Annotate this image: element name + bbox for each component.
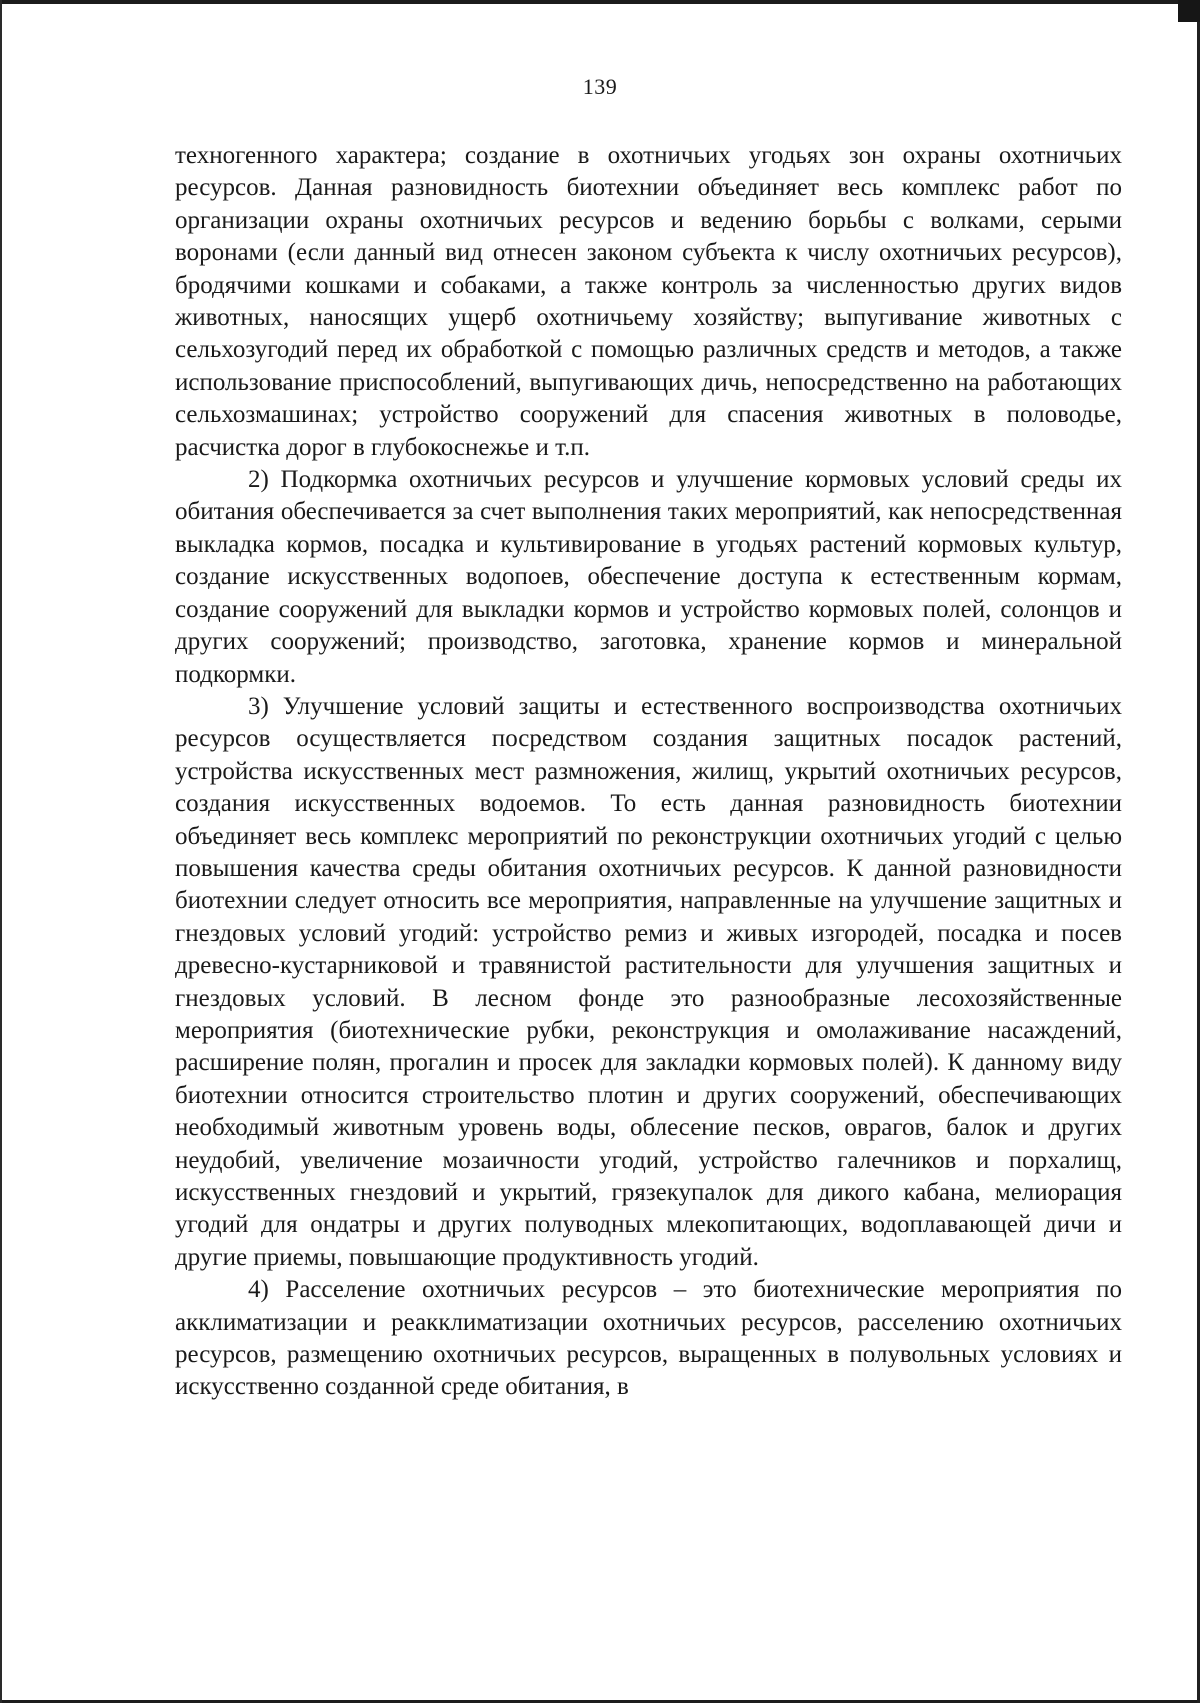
paragraph-continuation: техногенного характера; создание в охотничьих угодьях зон охраны охотничьих ресурсов. Данная разновидность биотехнии объединяет весь комплекс работ по организации охраны охотничьих ресурсов и ведению борьбы с волками, серыми воронами (если данный вид отнесен законом субъекта к числу охотничьих ресурсов), бродячими кошками и собаками, а также контроль за численностью других видов животных, наносящих ущерб охотничьему хозяйству; выпугивание животных с сельхозугодий перед их обработкой с помощью различных средств и методов, а также использование приспособлений, выпугивающих дичь, непосредственно на работающих сельхозмашинах; устройство сооружений для спасения животных в половодье, расчистка дорог в глубокоснежье и т.п.: [175, 142, 1122, 461]
body-text: [175, 140, 1122, 1404]
scan-corner-mark: [1178, 0, 1200, 22]
paragraph-item-4: 4) Расселение охотничьих ресурсов – это биотехнические мероприятия по акклиматизации и реакклиматизации охотничьих ресурсов, расселению охотничьих ресурсов, размещению охотничьих ресурсов, выращенных в полувольных условиях и искусственно созданной среде обитания, в: [175, 1276, 1122, 1401]
scan-border-top: [0, 0, 1200, 4]
page-number: 139: [582, 74, 618, 99]
paragraph-item-3: 3) Улучшение условий защиты и естественного воспроизводства охотничьих ресурсов осуществляется посредством создания защитных посадок растений, устройства искусственных мест размножения, жилищ, укрытий охотничьих ресурсов, создания искусственных водоемов. То есть данная разновидность биотехнии объединяет весь комплекс мероприятий по реконструкции охотничьих угодий с целью повышения качества среды обитания охотничьих ресурсов. К данной разновидности биотехнии следует относить все мероприятия, направленные на улучшение защитных и гнездовых условий угодий: устройство ремиз и живых изгородей, посадка и посев древесно-кустарниковой и травянистой растительности для улучшения защитных и гнездовых условий. В лесном фонде это разнообразные лесохозяйственные мероприятия (биотехнические рубки, реконструкция и омолаживание насаждений, расширение полян, прогалин и просек для закладки кормовых полей). К данному виду биотехнии относится строительство плотин и других сооружений, обеспечивающих необходимый животным уровень воды, облесение песков, оврагов, балок и других неудобий, увеличение мозаичности угодий, устройство галечников и порхалищ, искусственных гнездовий и укрытий, грязекупалок для дикого кабана, мелиорация угодий для ондатры и других полуводных млекопитающих, водоплавающей дичи и другие приемы, повышающие продуктивность угодий.: [175, 692, 1122, 1271]
paragraph-item-2: 2) Подкормка охотничьих ресурсов и улучшение кормовых условий среды их обитания обеспечивается за счет выполнения таких мероприятий, как непосредственная выкладка кормов, посадка и культивирование в угодьях растений кормовых культур, создание искусственных водопоев, обеспечение доступа к естественным кормам, создание сооружений для выкладки кормов и устройство кормовых полей, солонцов и других сооружений; производство, заготовка, хранение кормов и минеральной подкормки.: [175, 466, 1122, 688]
scan-border-left: [0, 0, 2, 1703]
